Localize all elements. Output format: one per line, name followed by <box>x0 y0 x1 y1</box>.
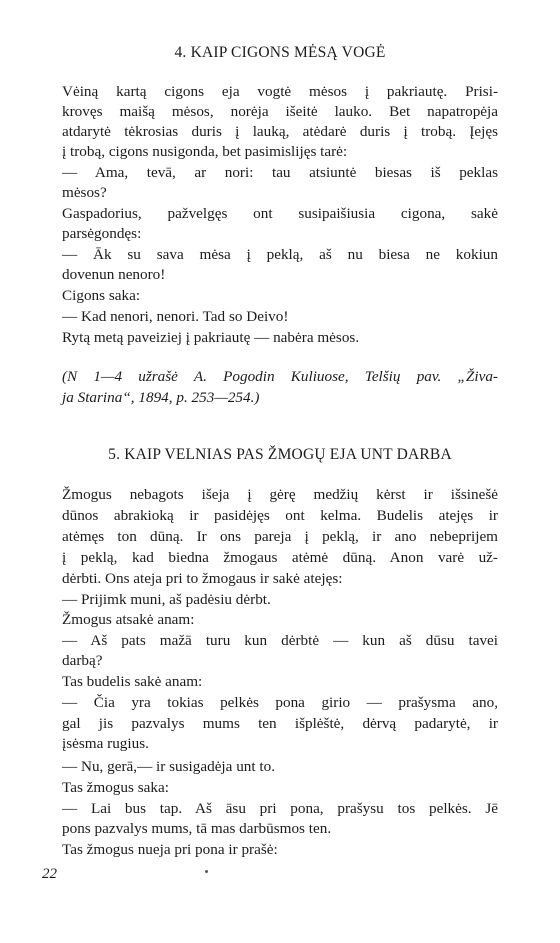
paragraph-line: parsėgondęs: <box>62 225 142 242</box>
dialogue-line: — Prijimk muni, aš padėsiu dėrbt. <box>62 591 271 608</box>
paragraph-line: atėmęs ton dūną. Ir ons pareja į peklą, ir ano nebeprijem <box>62 528 498 545</box>
paragraph-line: Rytą metą paveiziej į pakriautę — nabėra mėsos. <box>62 329 360 346</box>
dialogue-line: — Aš pats mažā turu kun dėrbtė — kun aš dūsu tavei <box>62 632 498 649</box>
paragraph-line: Žmogus atsakė anam: <box>62 611 195 628</box>
paragraph-line: Tas budelis sakė anam: <box>62 673 203 690</box>
paragraph-line: krovęs maišą mėsos, norėja išeitė lauko. Bet napatropėja <box>62 103 498 120</box>
dialogue-line: — Ama, tevā, ar nori: tau atsiuntė biesas iš peklas <box>62 164 498 181</box>
page-number: 22 <box>42 866 57 882</box>
paragraph-line: dūnos abrakioką ir pasidėjęs ont kelma. Budelis atejęs ir <box>62 507 498 524</box>
dialogue-line: — Čia yra tokias pelkės pona girio — prašysma ano, <box>62 694 498 711</box>
dialogue-line: — Nu, gerā,— ir susigadėja unt to. <box>62 758 276 775</box>
paragraph-line: Vėiną kartą cigons eja vogtė mėsos į pakriautę. Prisi- <box>62 83 498 100</box>
dialogue-line: — Lai bus tap. Aš āsu pri pona, prašysu tos pelkės. Jē <box>62 800 498 817</box>
section-4-title: 4. KAIP CIGONS MĖSĄ VOGĖ <box>174 44 386 61</box>
source-note-line: (N 1—4 užrašė A. Pogodin Kuliuose, Telšių pav. „Živa- <box>62 368 498 385</box>
paragraph-line: dėrbti. Ons ateja pri to žmogaus ir sakė atejęs: <box>62 570 343 587</box>
dialogue-line: dovenun nenoro! <box>62 266 166 283</box>
paragraph-line: į trobą, cigons nusigonda, bet pasimislijęs tarė: <box>62 143 348 160</box>
dialogue-line: mėsos? <box>62 184 107 201</box>
section-5-title: 5. KAIP VELNIAS PAS ŽMOGŲ EJA UNT DARBA <box>108 446 452 463</box>
paragraph-line: Tas žmogus nueja pri pona ir prašė: <box>62 841 278 858</box>
dialogue-line: — Āk su sava mėsa į peklą, aš nu biesa ne kokiun <box>62 246 498 263</box>
paragraph-line: atdarytė tėkrosias duris į lauką, atėdarė duris į trobą. Įejęs <box>62 123 498 140</box>
paragraph-line: Cigons saka: <box>62 287 141 304</box>
dialogue-line: įsėsma rugius. <box>62 735 149 752</box>
dialogue-line: darbą? <box>62 652 103 669</box>
paragraph-line: Gaspadorius, pažvelgęs ont susipaišiusia cigona, sakė <box>62 205 498 222</box>
dialogue-line: gal jis pazvalys mums ten išplėštė, dėrvą padarytė, ir <box>62 715 498 732</box>
dialogue-line: — Kad nenori, nenori. Tad so Deivo! <box>62 308 289 325</box>
print-speck <box>205 870 208 873</box>
dialogue-line: pons pazvalys mums, tā mas darbūsmos ten. <box>62 820 332 837</box>
paragraph-line: į peklą, kad biedna žmogaus atėmė dūną. Anon varė už- <box>62 549 498 566</box>
paragraph-line: Žmogus nebagots išeja į gėrę medžių kėrst ir išsinešė <box>62 486 498 503</box>
paragraph-line: Tas žmogus saka: <box>62 779 169 796</box>
source-note-line: ja Starina“, 1894, p. 253—254.) <box>62 389 260 406</box>
